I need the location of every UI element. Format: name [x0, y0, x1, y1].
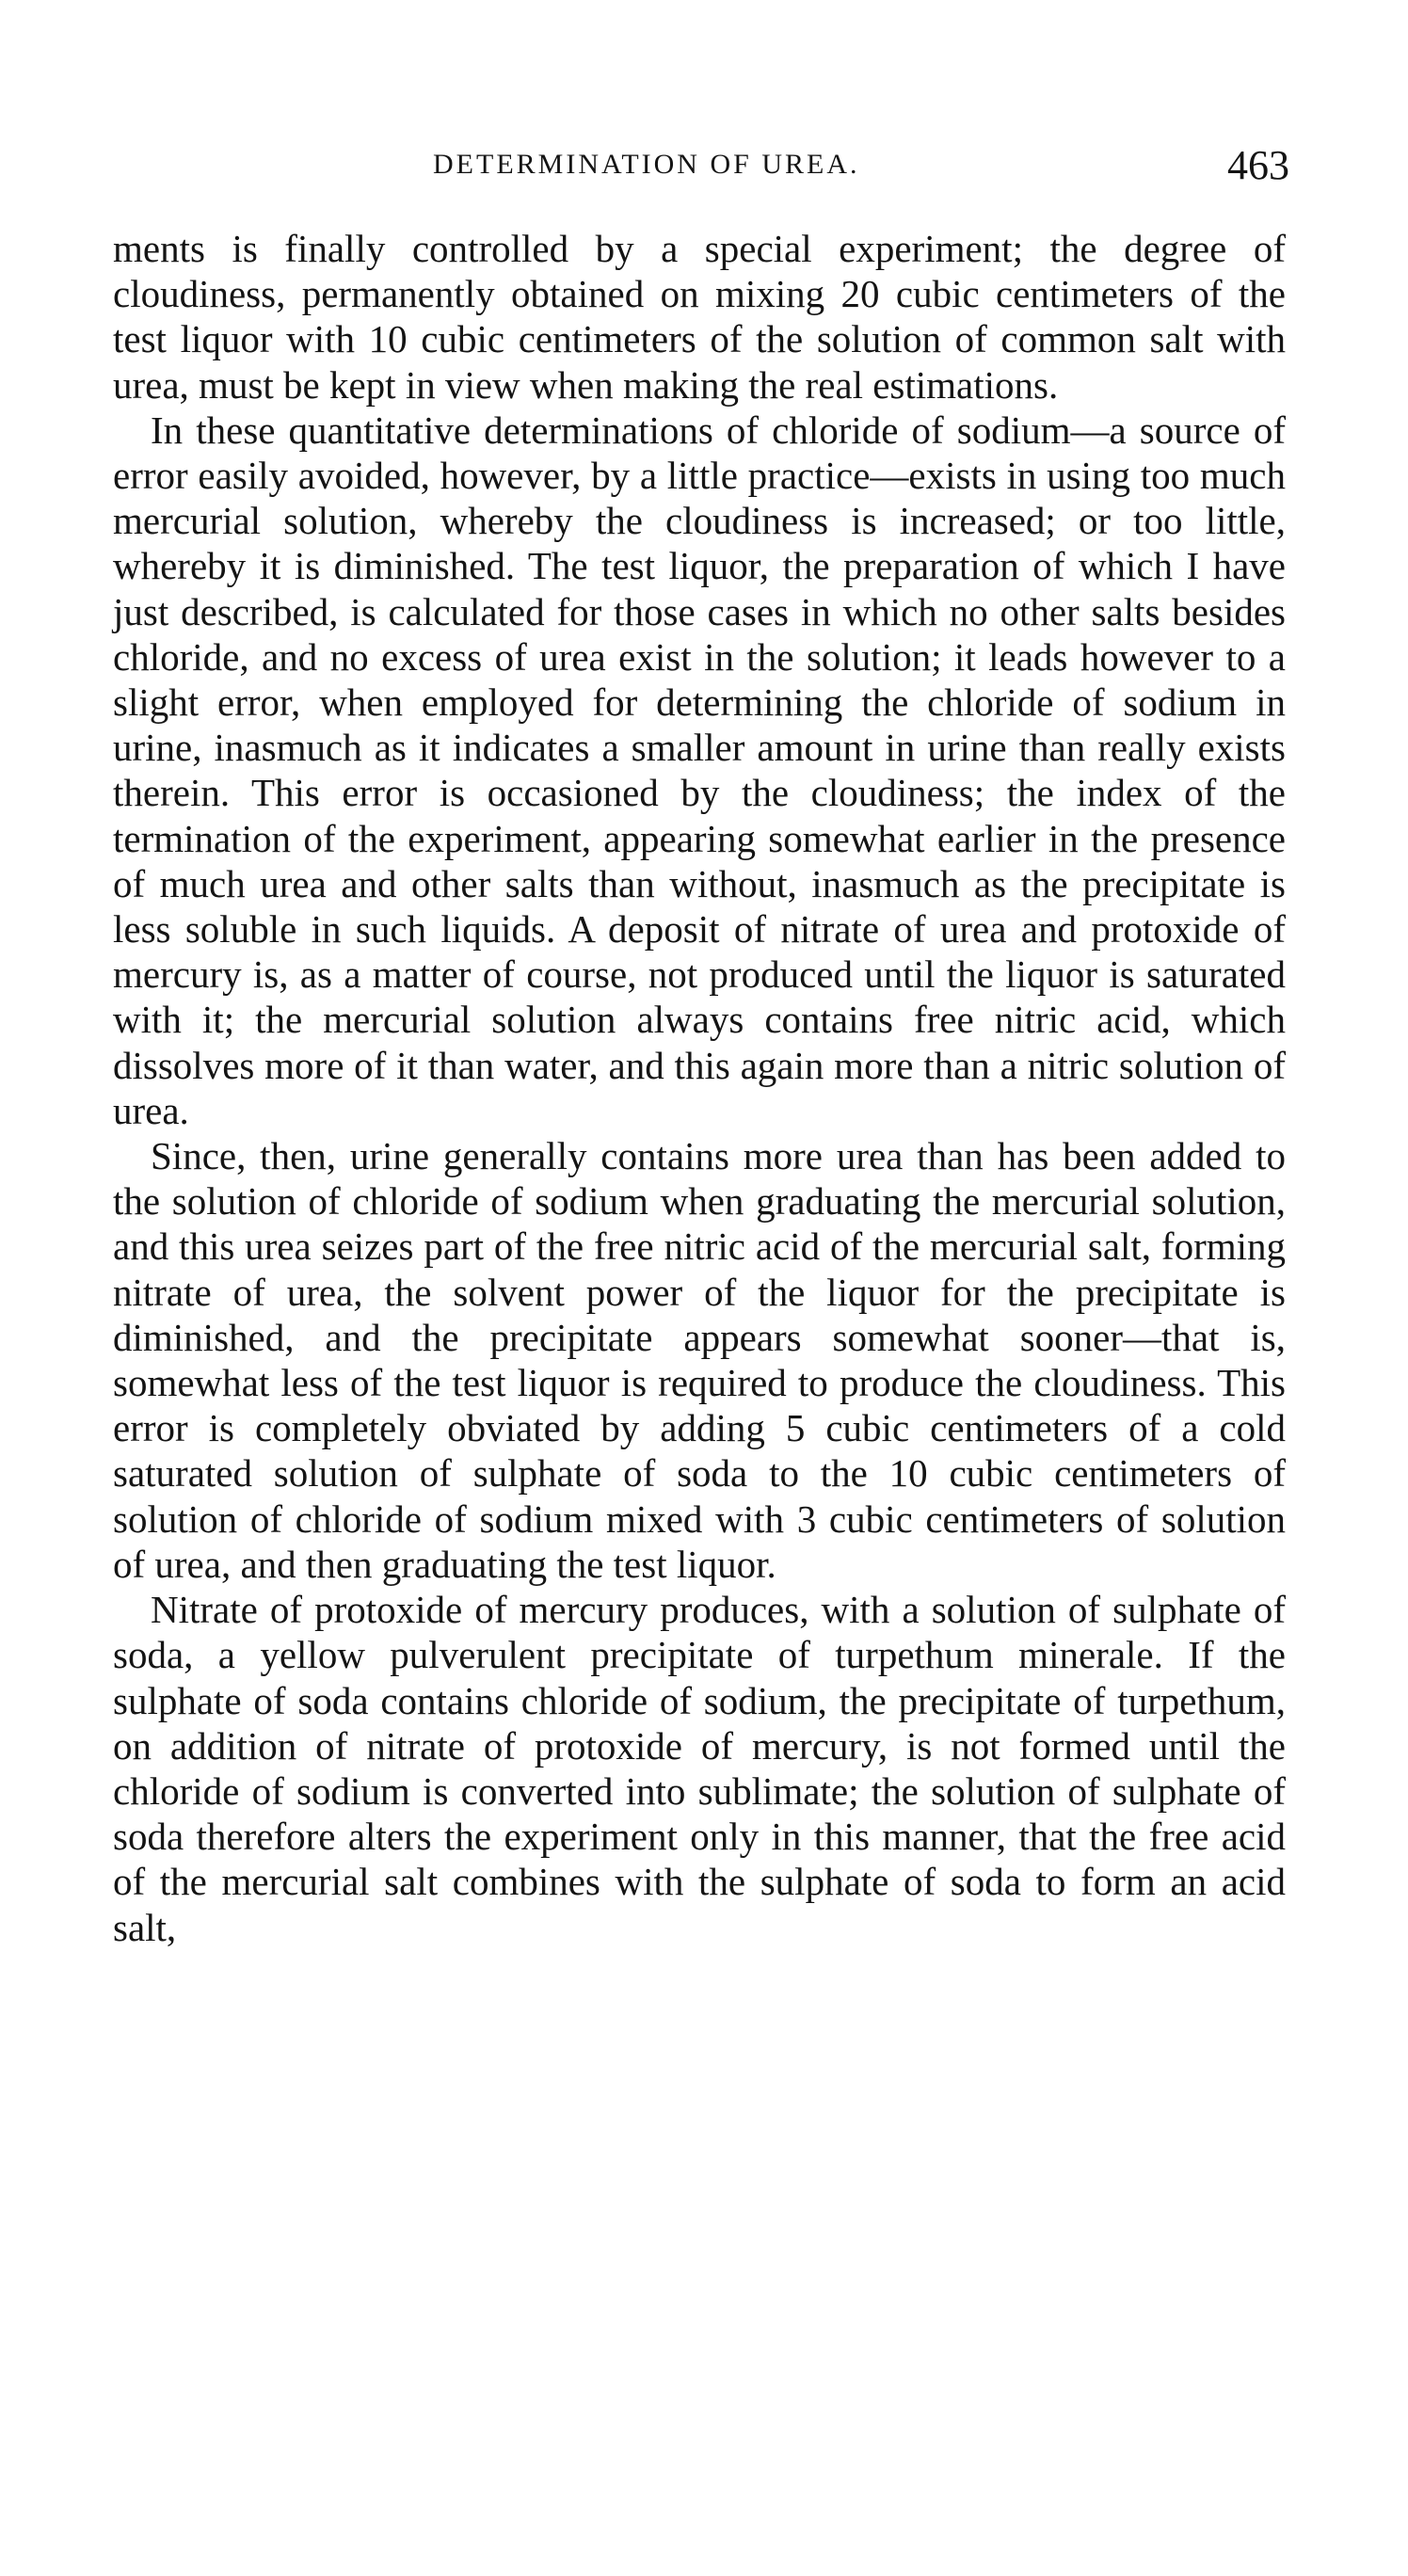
page-number: 463: [1227, 142, 1289, 188]
paragraph-urea-correction: Since, then, urine generally contains more urea than has been added to the solution of chloride of sodium when graduating the mercurial solution, and this urea seizes part of the free nitric acid of the mercurial salt, forming nitrate of urea, the solvent power of the liquor for the precipitate is diminished, and the precipitate appears somewhat sooner—that is, somewhat less of the test liquor is required to produce the cloudiness. This error is completely obviated by adding 5 cubic centimeters of a cold saturated solution of sulphate of soda to the 10 cubic centimeters of solution of chloride of sodium mixed with 3 cubic centimeters of solution of urea, and then graduating the test liquor.: [113, 1134, 1286, 1586]
paragraph-chloride-errors: In these quantitative determinations of chloride of sodium—a source of error easily avoided, however, by a little practice—exists in using too much mercurial solution, whereby the cloudiness is increased; or too little, whereby it is diminished. The test liquor, the preparation of which I have just described, is calculated for those cases in which no other salts besides chloride, and no excess of urea exist in the solution; it leads however to a slight error, when employed for determining the chloride of sodium in urine, inasmuch as it indicates a smaller amount in urine than really exists therein. This error is occasioned by the cloudiness; the index of the termination of the experiment, appearing somewhat earlier in the presence of much urea and other salts than without, inasmuch as the precipitate is less soluble in such liquids. A deposit of nitrate of urea and protoxide of mercury is, as a matter of course, not produced until the liquor is saturated with it; the mercurial solution always contains free nitric acid, which dissolves more of it than water, and this again more than a nitric solution of urea.: [113, 408, 1286, 1132]
paragraph-turpethum: Nitrate of protoxide of mercury produces, with a solution of sulphate of soda, a yellow pulverulent precipitate of turpethum minerale. If the sulphate of soda contains chloride of sodium, the precipitate of turpethum, on addition of nitrate of protoxide of mercury, is not formed until the chloride of sodium is converted into sublimate; the solution of sulphate of soda therefore alters the experiment only in this manner, that the free acid of the mercurial salt combines with the sulphate of soda to form an acid salt,: [113, 1588, 1286, 1949]
paragraph-continuation: ments is finally controlled by a special experiment; the degree of cloudiness, permanently obtained on mixing 20 cubic centimeters of the test liquor with 10 cubic centimeters of the solution of common salt with urea, must be kept in view when making the real estimations.: [113, 227, 1286, 407]
running-title: DETERMINATION OF UREA.: [433, 149, 860, 180]
running-head: [113, 141, 1289, 198]
body-text: [113, 226, 1286, 1950]
